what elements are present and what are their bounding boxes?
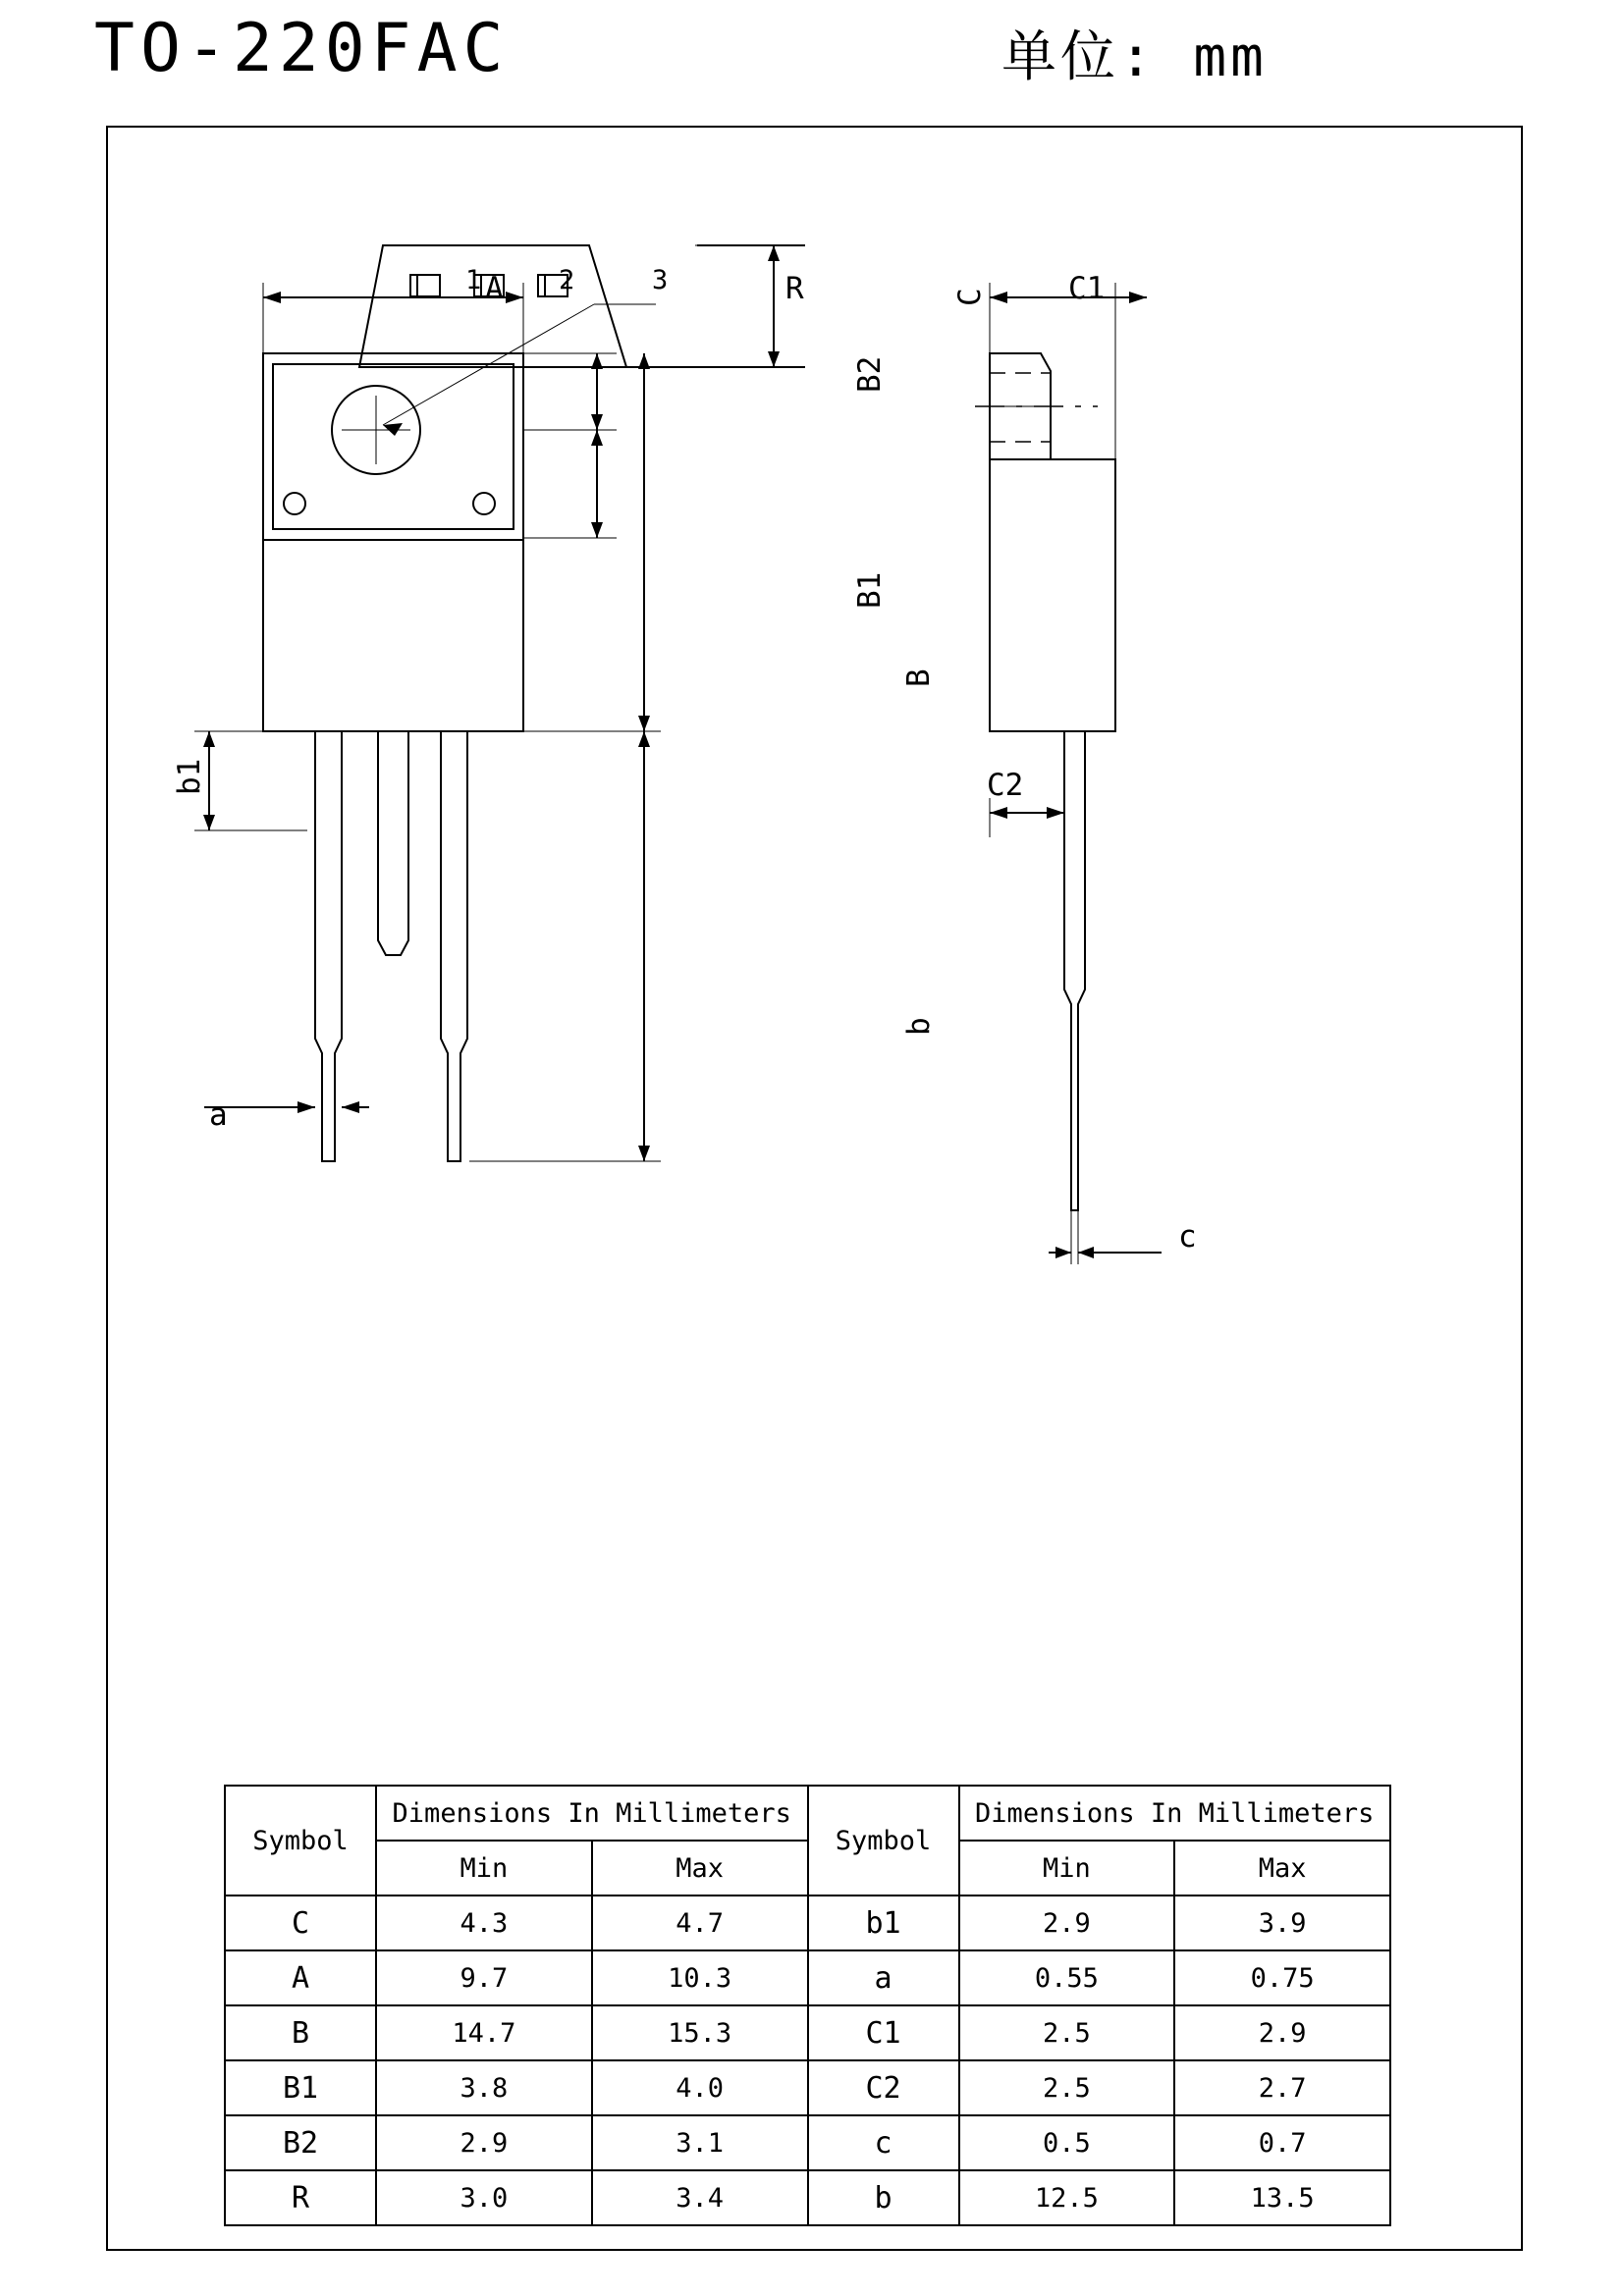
table-row <box>225 2060 1390 2115</box>
symbol-cell: b <box>808 2170 959 2225</box>
dimension-label-b: B <box>901 668 937 687</box>
min-cell: 0.5 <box>959 2115 1175 2170</box>
min-cell: 12.5 <box>959 2170 1175 2225</box>
max-cell: 4.7 <box>592 1896 808 1950</box>
max-cell: 0.75 <box>1174 1950 1390 2005</box>
min-cell: 14.7 <box>376 2005 592 2060</box>
top-view <box>359 245 805 367</box>
max-cell: 3.1 <box>592 2115 808 2170</box>
dimension-label-b2: B2 <box>852 355 888 393</box>
dimensions-table <box>224 1785 1391 2226</box>
max-cell: 3.9 <box>1174 1896 1390 1950</box>
header-min-right: Min <box>959 1841 1175 1896</box>
dimension-label-r: R <box>785 271 804 306</box>
page-title: TO-220FAC <box>94 10 510 87</box>
header-max-right: Max <box>1174 1841 1390 1896</box>
package-outline-drawing <box>106 126 1523 1745</box>
header-max-left: Max <box>592 1841 808 1896</box>
max-cell: 3.4 <box>592 2170 808 2225</box>
min-cell: 3.8 <box>376 2060 592 2115</box>
pin-label-2: 2 <box>559 265 575 295</box>
header-dimensions-right: Dimensions In Millimeters <box>959 1786 1391 1841</box>
table-row <box>225 1950 1390 2005</box>
max-cell: 10.3 <box>592 1950 808 2005</box>
symbol-cell: B <box>225 2005 376 2060</box>
dimension-label-c: C <box>952 288 988 306</box>
pin-label-1: 1 <box>465 265 482 295</box>
dimension-label-c2: C2 <box>987 768 1024 803</box>
pin-label-3: 3 <box>652 265 669 295</box>
dimension-label-a: A <box>485 271 504 306</box>
dimension-label-c-small: c <box>1178 1219 1197 1255</box>
min-cell: 2.5 <box>959 2060 1175 2115</box>
symbol-cell: A <box>225 1950 376 2005</box>
symbol-cell: c <box>808 2115 959 2170</box>
min-cell: 9.7 <box>376 1950 592 2005</box>
table-row <box>225 2005 1390 2060</box>
symbol-cell: C <box>225 1896 376 1950</box>
table-row <box>225 2115 1390 2170</box>
symbol-cell: C2 <box>808 2060 959 2115</box>
max-cell: 15.3 <box>592 2005 808 2060</box>
table-row <box>225 2170 1390 2225</box>
min-cell: 3.0 <box>376 2170 592 2225</box>
header-dimensions-left: Dimensions In Millimeters <box>376 1786 808 1841</box>
symbol-cell: a <box>808 1950 959 2005</box>
min-cell: 4.3 <box>376 1896 592 1950</box>
header-min-left: Min <box>376 1841 592 1896</box>
max-cell: 13.5 <box>1174 2170 1390 2225</box>
min-cell: 0.55 <box>959 1950 1175 2005</box>
min-cell: 2.9 <box>959 1896 1175 1950</box>
header-symbol-left: Symbol <box>225 1786 376 1896</box>
symbol-cell: B1 <box>225 2060 376 2115</box>
front-view <box>194 283 661 1161</box>
max-cell: 2.9 <box>1174 2005 1390 2060</box>
unit-label: 单位: mm <box>1001 26 1268 89</box>
dimension-label-b1-lead: b1 <box>172 758 207 795</box>
dimension-label-b-lead: b <box>901 1017 937 1036</box>
dimension-label-b1: B1 <box>852 571 888 609</box>
symbol-cell: B2 <box>225 2115 376 2170</box>
min-cell: 2.5 <box>959 2005 1175 2060</box>
table-header-row-1 <box>225 1786 1390 1841</box>
symbol-cell: C1 <box>808 2005 959 2060</box>
dimension-label-a-lead: a <box>209 1097 228 1133</box>
symbol-cell: b1 <box>808 1896 959 1950</box>
table-row <box>225 1896 1390 1950</box>
max-cell: 2.7 <box>1174 2060 1390 2115</box>
header-symbol-right: Symbol <box>808 1786 959 1896</box>
symbol-cell: R <box>225 2170 376 2225</box>
min-cell: 2.9 <box>376 2115 592 2170</box>
dimensions-table-wrapper <box>224 1785 1391 2226</box>
dimension-label-c1: C1 <box>1068 271 1106 306</box>
max-cell: 0.7 <box>1174 2115 1390 2170</box>
max-cell: 4.0 <box>592 2060 808 2115</box>
